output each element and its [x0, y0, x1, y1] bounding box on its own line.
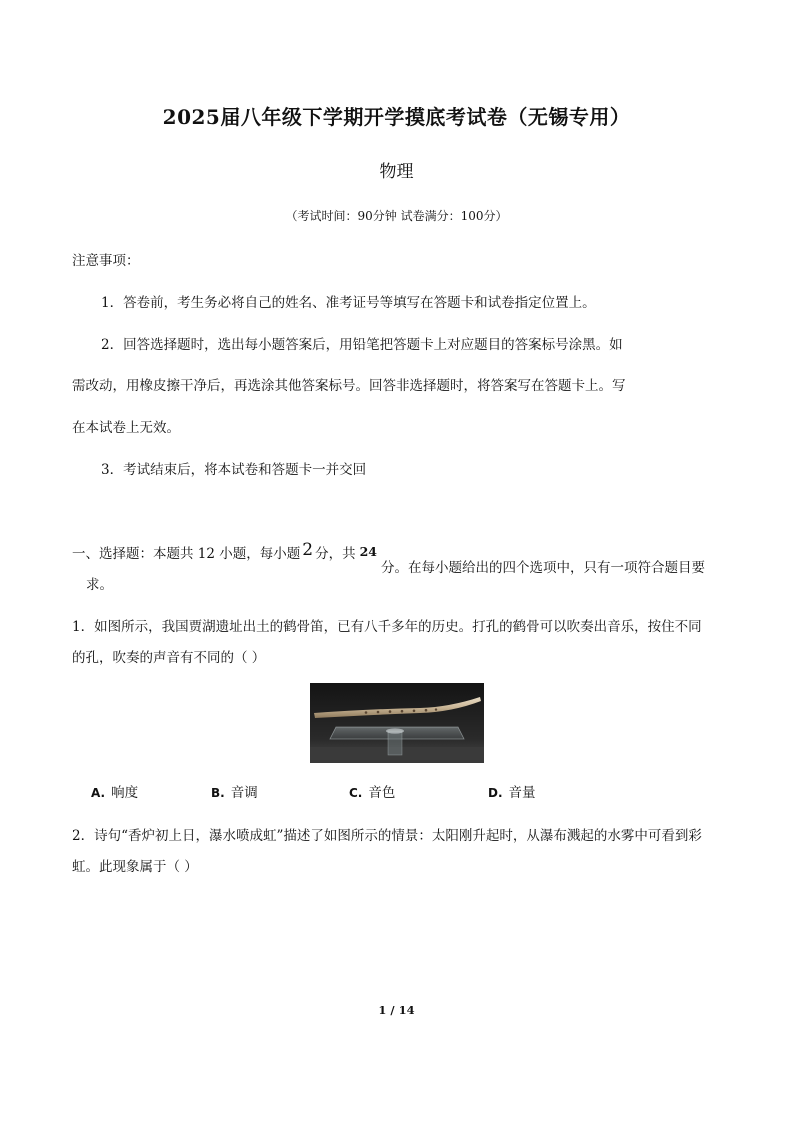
page-number: 1 / 14	[378, 1003, 415, 1017]
exam-title: 2025届八年级下学期开学摸底考试卷（无锡专用）	[162, 105, 631, 129]
question-1-line-1: 1．如图所示，我国贾湖遗址出土的鹤骨笛，已有八千多年的历史。打孔的鹤骨可以吹奏出音乐，按住不同	[72, 619, 702, 635]
section-1-suffix-2: 求。	[86, 577, 113, 593]
subject-heading: 物理	[379, 162, 414, 182]
option-key: C.	[349, 786, 363, 800]
section-1-points-each: 2	[302, 540, 314, 560]
notice-item-2-line-3: 在本试卷上无效。	[72, 420, 180, 436]
exam-info: （考试时间：90分钟 试卷满分：100分）	[285, 209, 508, 223]
notice-item-1: 1．答卷前，考生务必将自己的姓名、准考证号等填写在答题卡和试卷指定位置上。	[101, 295, 596, 311]
question-1-option-c	[349, 781, 395, 801]
option-key: D.	[488, 786, 503, 800]
question-1-line-2: 的孔，吹奏的声音有不同的（ ）	[72, 650, 266, 666]
option-text: 音调	[230, 785, 258, 801]
section-1-mid: 分，共	[315, 546, 356, 562]
notice-item-2-line-2: 需改动，用橡皮擦干净后，再选涂其他答案标号。回答非选择题时，将答案写在答题卡上。写	[72, 378, 626, 394]
notice-item-2-line-1: 2．回答选择题时，选出每小题答案后，用铅笔把答题卡上对应题目的答案标号涂黑。如	[101, 337, 623, 353]
question-1-option-b	[211, 781, 258, 801]
question-2-line-2: 虹。此现象属于（ ）	[72, 859, 198, 875]
bone-flute-illustration	[310, 683, 484, 763]
notice-heading: 注意事项：	[72, 253, 140, 269]
option-key: B.	[211, 786, 225, 800]
section-1-suffix: 分。在每小题给出的四个选项中，只有一项符合题目要	[381, 560, 705, 576]
option-text: 音量	[508, 785, 536, 801]
question-1-option-a	[91, 781, 138, 801]
option-text: 响度	[111, 785, 139, 801]
question-2-line-1: 2．诗句“香炉初上日，瀑水喷成虹”描述了如图所示的情景：太阳刚升起时，从瀑布溅起的水雾中可看到彩	[72, 828, 702, 844]
option-key: A.	[91, 786, 106, 800]
section-1-prefix: 一、选择题：本题共 12 小题，每小题	[72, 546, 301, 562]
bone-flute-photo	[310, 683, 484, 763]
section-1-heading	[72, 540, 381, 562]
question-1-option-d	[488, 781, 536, 801]
notice-item-3: 3．考试结束后，将本试卷和答题卡一并交回	[101, 462, 367, 478]
option-text: 音色	[368, 785, 396, 801]
section-1-total: 24	[359, 544, 377, 559]
